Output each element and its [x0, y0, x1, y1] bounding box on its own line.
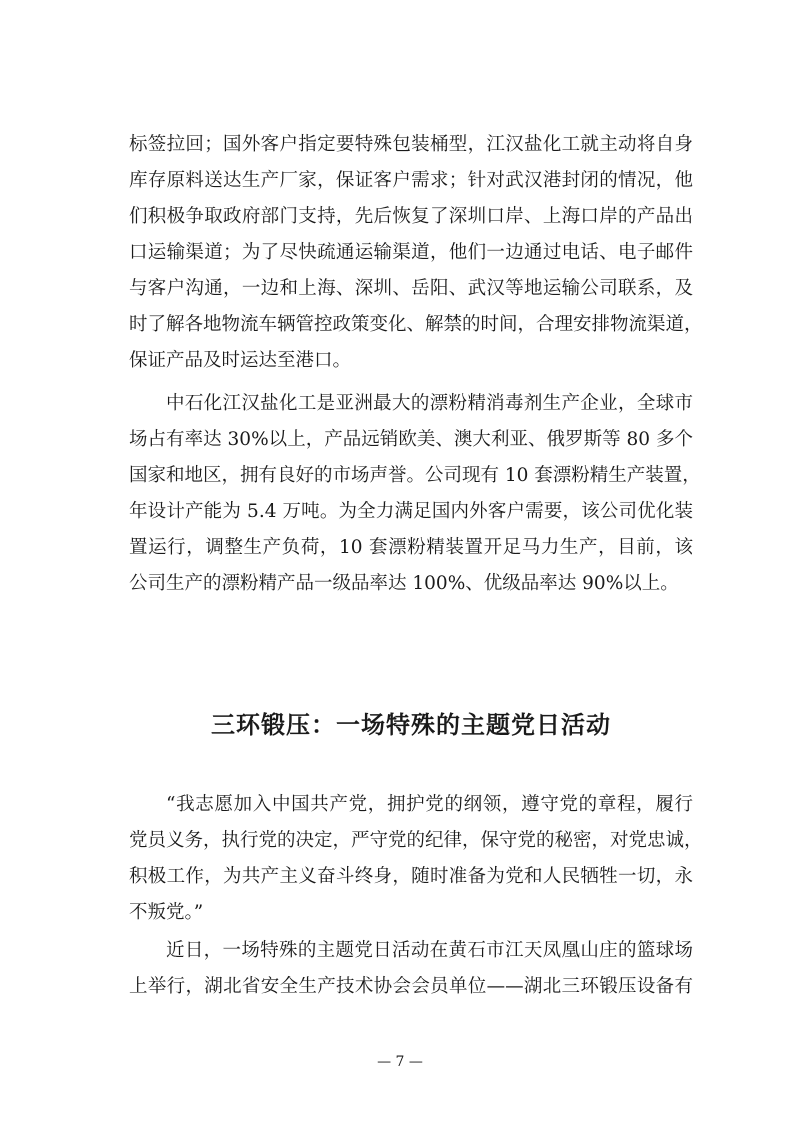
paragraph-line: 库存原料送达生产厂家，保证客户需求；针对武汉港封闭的情况，他 — [129, 170, 693, 191]
paragraph-line: 时了解各地物流车辆管控政策变化、解禁的时间，合理安排物流渠道， — [129, 314, 703, 335]
paragraph-line: 近日，一场特殊的主题党日活动在黄石市江天凤凰山庄的篮球场 — [166, 940, 693, 961]
paragraph-line: 们积极争取政府部门支持，先后恢复了深圳口岸、上海口岸的产品出 — [129, 206, 693, 227]
paragraph-line: 党员义务，执行党的决定，严守党的纪律，保守党的秘密，对党忠诚， — [129, 830, 703, 851]
paragraph-line: 置运行，调整生产负荷，10 套漂粉精装置开足马力生产，目前，该 — [129, 537, 693, 558]
paragraph-line: 年设计产能为 5.4 万吨。为全力满足国内外客户需要，该公司优化装 — [129, 501, 693, 522]
paragraph-line: 国家和地区，拥有良好的市场声誉。公司现有 10 套漂粉精生产装置， — [129, 465, 701, 486]
paragraph-line: 不叛党。” — [129, 902, 204, 923]
paragraph-line: 标签拉回；国外客户指定要特殊包装桶型，江汉盐化工就主动将自身 — [129, 134, 693, 155]
paragraph-line: 口运输渠道；为了尽快疏通运输渠道，他们一边通过电话、电子邮件 — [129, 242, 693, 263]
paragraph-line: 公司生产的漂粉精产品一级品率达 100%、优级品率达 90%以上。 — [129, 573, 679, 594]
paragraph-line: 上举行，湖北省安全生产技术协会会员单位——湖北三环锻压设备有 — [129, 976, 693, 997]
page-number: — 7 — — [377, 1054, 423, 1070]
paragraph-line: 保证产品及时运达至港口。 — [129, 350, 352, 371]
paragraph-line: 场占有率达 30%以上，产品远销欧美、澳大利亚、俄罗斯等 80 多个 — [129, 429, 693, 450]
article-title: 三环锻压：一场特殊的主题党日活动 — [211, 710, 611, 739]
paragraph-line: 与客户沟通，一边和上海、深圳、岳阳、武汉等地运输公司联系，及 — [129, 278, 693, 299]
paragraph-line: 积极工作，为共产主义奋斗终身，随时准备为党和人民牺牲一切，永 — [129, 866, 693, 887]
paragraph-line: “我志愿加入中国共产党，拥护党的纲领，遵守党的章程，履行 — [166, 794, 693, 815]
paragraph-line: 中石化江汉盐化工是亚洲最大的漂粉精消毒剂生产企业，全球市 — [166, 393, 693, 414]
